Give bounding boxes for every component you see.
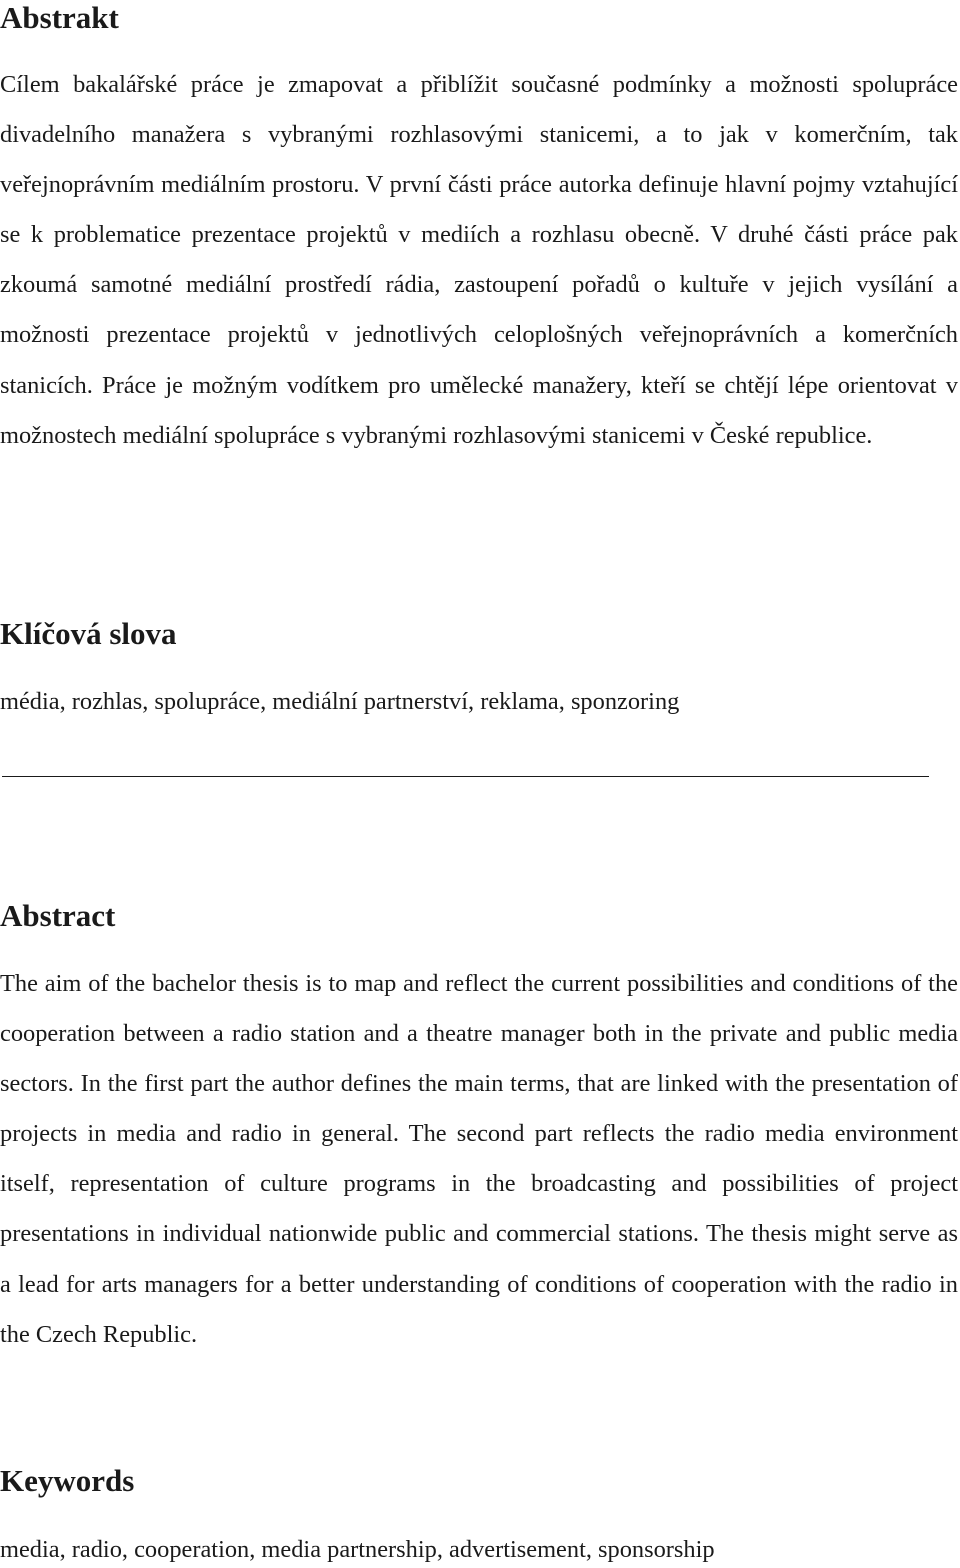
abstract-text: The aim of the bachelor thesis is to map and reflect the current possibilities and conditions of the cooperation between a radio station and a theatre manager both in the private and public media sectors. In the first part the author defines the main terms, that are linked with the presentation of projects in media and radio in general. The second part reflects the radio media environment itself, representation of culture programs in the broadcasting and possibilities of project presentations in individual nationwide public and commercial stations. The thesis might serve as a lead for arts managers for a better understanding of conditions of cooperation with the radio in the Czech Republic.: [0, 970, 958, 1348]
section-separator-line: [2, 776, 929, 777]
abstract-heading: Abstract: [0, 898, 116, 933]
klicova-slova-heading: Klíčová slova: [0, 616, 177, 651]
abstrakt-text: Cílem bakalářské práce je zmapovat a přiblížit současné podmínky a možnosti spolupráce divadelního manažera s vybranými rozhlasovými stanicemi, a to jak v komerčním, tak veřejnoprávním mediálním prostoru. V první části práce autorka definuje hlavní pojmy vztahující se k problematice prezentace projektů v mediích a rozhlasu obecně. V druhé části práce pak zkoumá samotné mediální prostředí rádia, zastoupení pořadů o kultuře v jejich vysílání a možnosti prezentace projektů v jednotlivých celoplošných veřejnoprávních a komerčních stanicích. Práce je možným vodítkem pro umělecké manažery, kteří se chtějí lépe orientovat v možnostech mediální spolupráce s vybranými rozhlasovými stanicemi v České republice.: [0, 71, 958, 449]
keywords-heading: Keywords: [0, 1463, 135, 1498]
keywords-text: media, radio, cooperation, media partnership, advertisement, sponsorship: [0, 1536, 715, 1563]
klicova-slova-text: média, rozhlas, spolupráce, mediální partnerství, reklama, sponzoring: [0, 688, 680, 715]
abstrakt-heading: Abstrakt: [0, 0, 119, 35]
